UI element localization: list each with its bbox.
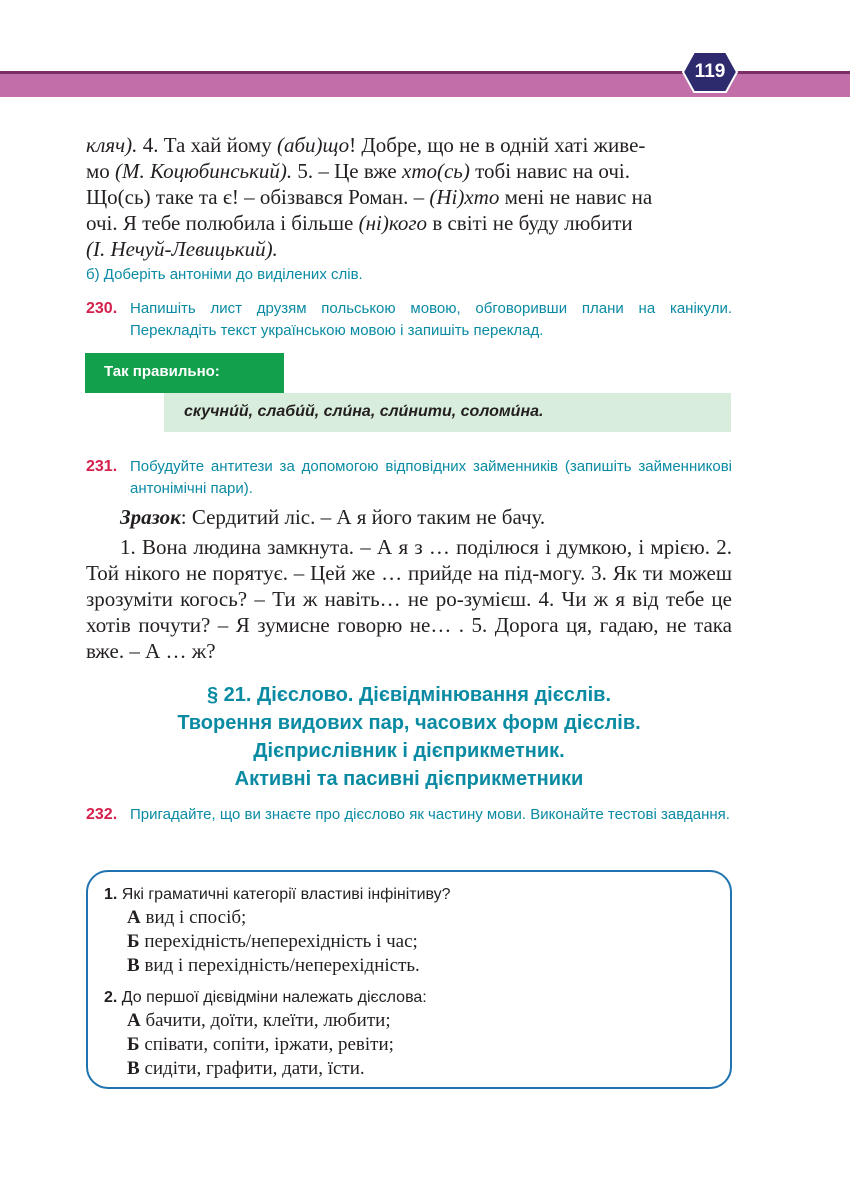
text-fragment: в світі не буду любити [427, 211, 633, 235]
italic-fragment: (аби)що [276, 133, 350, 157]
sample-label: Зразок [120, 505, 181, 529]
test-question-1 [104, 884, 724, 978]
option-letter: В [127, 955, 140, 976]
answer-option [127, 906, 724, 930]
question-title [104, 987, 724, 1009]
test-question-2 [104, 987, 724, 1081]
option-text: перехідність/неперехідність і час; [139, 931, 418, 952]
question-text: До першої дієвідміни належать дієслова: [117, 989, 427, 1006]
task-number: 232. [86, 806, 118, 823]
option-letter: А [127, 1010, 141, 1031]
task-number: 231. [86, 458, 118, 475]
page-number-badge [682, 50, 738, 94]
text-fragment: Що(сь) таке та є! – обізвався Роман. – [86, 185, 430, 209]
text-fragment: тобі навис на очі. [469, 159, 630, 183]
task-instruction: Пригадайте, що ви знаєте про дієслово як частину мови. Виконайте тестові завдання. [130, 806, 730, 823]
option-letter: А [127, 907, 141, 928]
task-231 [86, 456, 732, 500]
section-title-line: Творення видових пар, часових форм дієслів. [177, 712, 641, 734]
italic-fragment: хто(сь) [402, 159, 470, 183]
section-title-line: Активні та пасивні дієприкметники [234, 768, 584, 790]
text-line [86, 132, 732, 158]
text-fragment: очі. Я тебе полюбила і більше [86, 211, 359, 235]
task-instruction: Напишіть лист друзям польською мовою, обговоривши плани на канікули. Перекладіть текст українською мовою і запишіть переклад. [130, 300, 732, 339]
task-230 [86, 298, 732, 342]
answer-option [127, 1057, 724, 1081]
option-letter: Б [127, 931, 140, 952]
text-line [86, 210, 732, 236]
rule-label: Так правильно: [85, 353, 284, 393]
section-title [86, 681, 732, 793]
text-line [86, 184, 732, 210]
question-title [104, 884, 724, 906]
question-number: 1. [104, 886, 118, 903]
page-number: 119 [694, 61, 726, 82]
italic-fragment: (Ні)хто [429, 185, 500, 209]
answer-option [127, 1033, 724, 1057]
sample-text: : Сердитий ліс. – А я його таким не бачу. [180, 505, 546, 529]
task-232 [86, 804, 732, 826]
section-title-line: Дієприслівник і дієприкметник. [253, 740, 565, 762]
option-text: вид і спосіб; [140, 907, 247, 928]
rule-words-box [164, 393, 731, 432]
italic-fragment: (ні)кого [358, 211, 428, 235]
text-fragment: ! Добре, що не в одній хаті живе- [349, 133, 646, 157]
italic-fragment: кляч). [86, 133, 138, 157]
exercise-text: 1. Вона людина замкнута. – А я з … поділюся і думкою, і мрією. 2. Той нікого не порятує. – Цей же … прийде на під-могу. 3. Як ти можеш зрозуміти когось? – Ти ж навіть… не ро-зумієш. 4. Чи ж я від тебе це хотів почути? – Я зумисне говорю не… . 5. Дорога ця, гадаю, не така вже. – А … ж? [86, 535, 732, 663]
subtask-b-instruction: б) Доберіть антоніми до виділених слів. [86, 266, 363, 283]
answer-option [127, 954, 724, 978]
option-text: бачити, доїти, клеїти, любити; [140, 1010, 391, 1031]
option-text: сидіти, графити, дати, їсти. [139, 1058, 365, 1079]
continued-exercise-text [86, 132, 732, 262]
author-citation: (І. Нечуй-Левицький). [86, 237, 278, 261]
option-letter: В [127, 1058, 140, 1079]
option-text: вид і перехідність/неперехідність. [139, 955, 420, 976]
author-citation: (М. Коцюбинський). [115, 159, 293, 183]
text-line [86, 236, 732, 262]
text-fragment: 5. – Це вже [292, 159, 402, 183]
sample-line [86, 504, 732, 530]
answer-option [127, 1009, 724, 1033]
rule-words: скучни́й, слаби́й, сли́на, сли́нити, соломи́на. [184, 403, 544, 420]
option-text: співати, сопіти, іржати, ревіти; [139, 1034, 394, 1055]
text-line [86, 158, 732, 184]
text-fragment: 4. Та хай йому [137, 133, 277, 157]
task-number: 230. [86, 300, 118, 317]
text-fragment: мені не навис на [499, 185, 653, 209]
task-instruction: Побудуйте антитези за допомогою відповідних займенників (запишіть займенникові антонімічні пари). [130, 458, 732, 497]
question-number: 2. [104, 989, 118, 1006]
section-title-line: § 21. Дієслово. Дієвідмінювання дієслів. [206, 684, 611, 706]
answer-option [127, 930, 724, 954]
option-letter: Б [127, 1034, 140, 1055]
text-fragment: мо [86, 159, 116, 183]
question-text: Які граматичні категорії властиві інфінітиву? [117, 886, 451, 903]
